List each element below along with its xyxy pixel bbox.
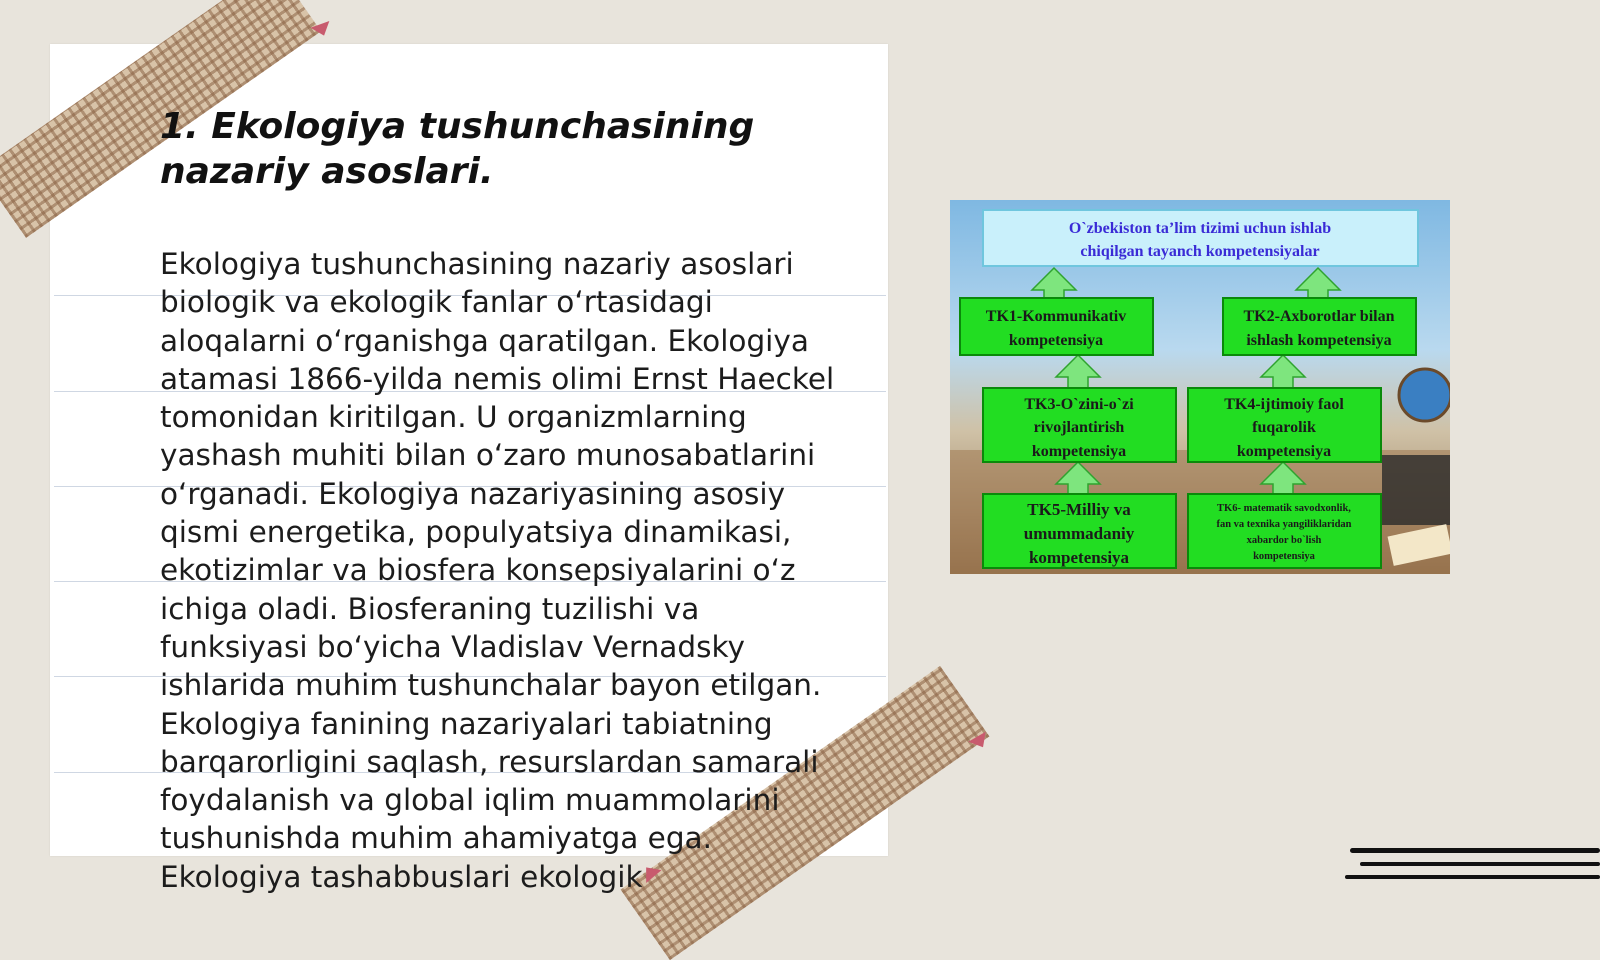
competency-label: TK5-Milliy va xyxy=(1027,500,1131,519)
decorative-brush-strokes xyxy=(1340,840,1600,900)
competency-label: kompetensiya xyxy=(1008,332,1104,349)
competency-label: TK2-Axborotlar bilan xyxy=(1243,308,1395,325)
brush-stroke xyxy=(1350,848,1600,853)
competency-label: rivojlantirish xyxy=(1033,419,1125,436)
brush-stroke xyxy=(1360,862,1600,866)
competency-diagram xyxy=(950,200,1450,574)
competency-label: fan va texnika yangiliklaridan xyxy=(1216,519,1352,530)
diagram-header-line: chiqilgan tayanch kompetensiyalar xyxy=(1080,243,1320,260)
arrow-up-icon xyxy=(1032,268,1076,298)
slide-body-text: Ekologiya tushunchasining nazariy asoslari biologik va ekologik fanlar o‘rtasidagi aloqalarni o‘rganishga qaratilgan. Ekologiya atamasi 1866-yilda nemis olimi Ernst Haeckel tomonidan kiritilgan. U organizmlarning yashash muhiti bilan o‘zaro munosabatlarini o‘rganadi. Ekologiya nazariyasining asosiy qismi energetika, populyatsiya dinamikasi, ekotizimlar va biosfera konsepsiyalarini o‘z ichiga oladi. Biosferaning tuzilishi va funksiyasi bo‘yicha Vladislav Vernadsky ishlarida muhim tushunchalar bayon etilgan. Ekologiya fanining nazariyalari tabiatning barqarorligini saqlash, resurslardan samarali foydalanish va global iqlim muammolarini tushunishda muhim ahamiyatga ega. Ekologiya tashabbuslari ekologik xyxy=(160,247,835,894)
arrow-up-icon xyxy=(1261,355,1305,388)
competency-label: TK6- matematik savodxonlik, xyxy=(1217,503,1351,514)
competency-label: kompetensiya xyxy=(1028,548,1130,567)
competency-label: umummadaniy xyxy=(1023,524,1135,543)
competency-label: fuqarolik xyxy=(1252,419,1316,436)
competency-label: ishlash kompetensiya xyxy=(1246,332,1392,349)
arrow-up-icon xyxy=(1296,268,1340,298)
competency-label: TK4-ijtimoiy faol xyxy=(1224,396,1344,413)
brush-stroke xyxy=(1345,875,1600,879)
diagram-header-line: O`zbekiston ta’lim tizimi uchun ishlab xyxy=(1068,220,1332,237)
slide-title: 1. Ekologiya tushunchasining nazariy asoslari. xyxy=(160,106,755,192)
competency-label: TK1-Kommunikativ xyxy=(985,308,1127,325)
competency-label: xabardor bo`lish xyxy=(1246,535,1322,546)
competency-label: kompetensiya xyxy=(1031,443,1127,460)
arrow-up-icon xyxy=(1056,355,1100,388)
competency-label: kompetensiya xyxy=(1253,551,1315,562)
competency-label: TK3-O`zini-o`zi xyxy=(1024,396,1134,413)
competency-label: kompetensiya xyxy=(1236,443,1332,460)
